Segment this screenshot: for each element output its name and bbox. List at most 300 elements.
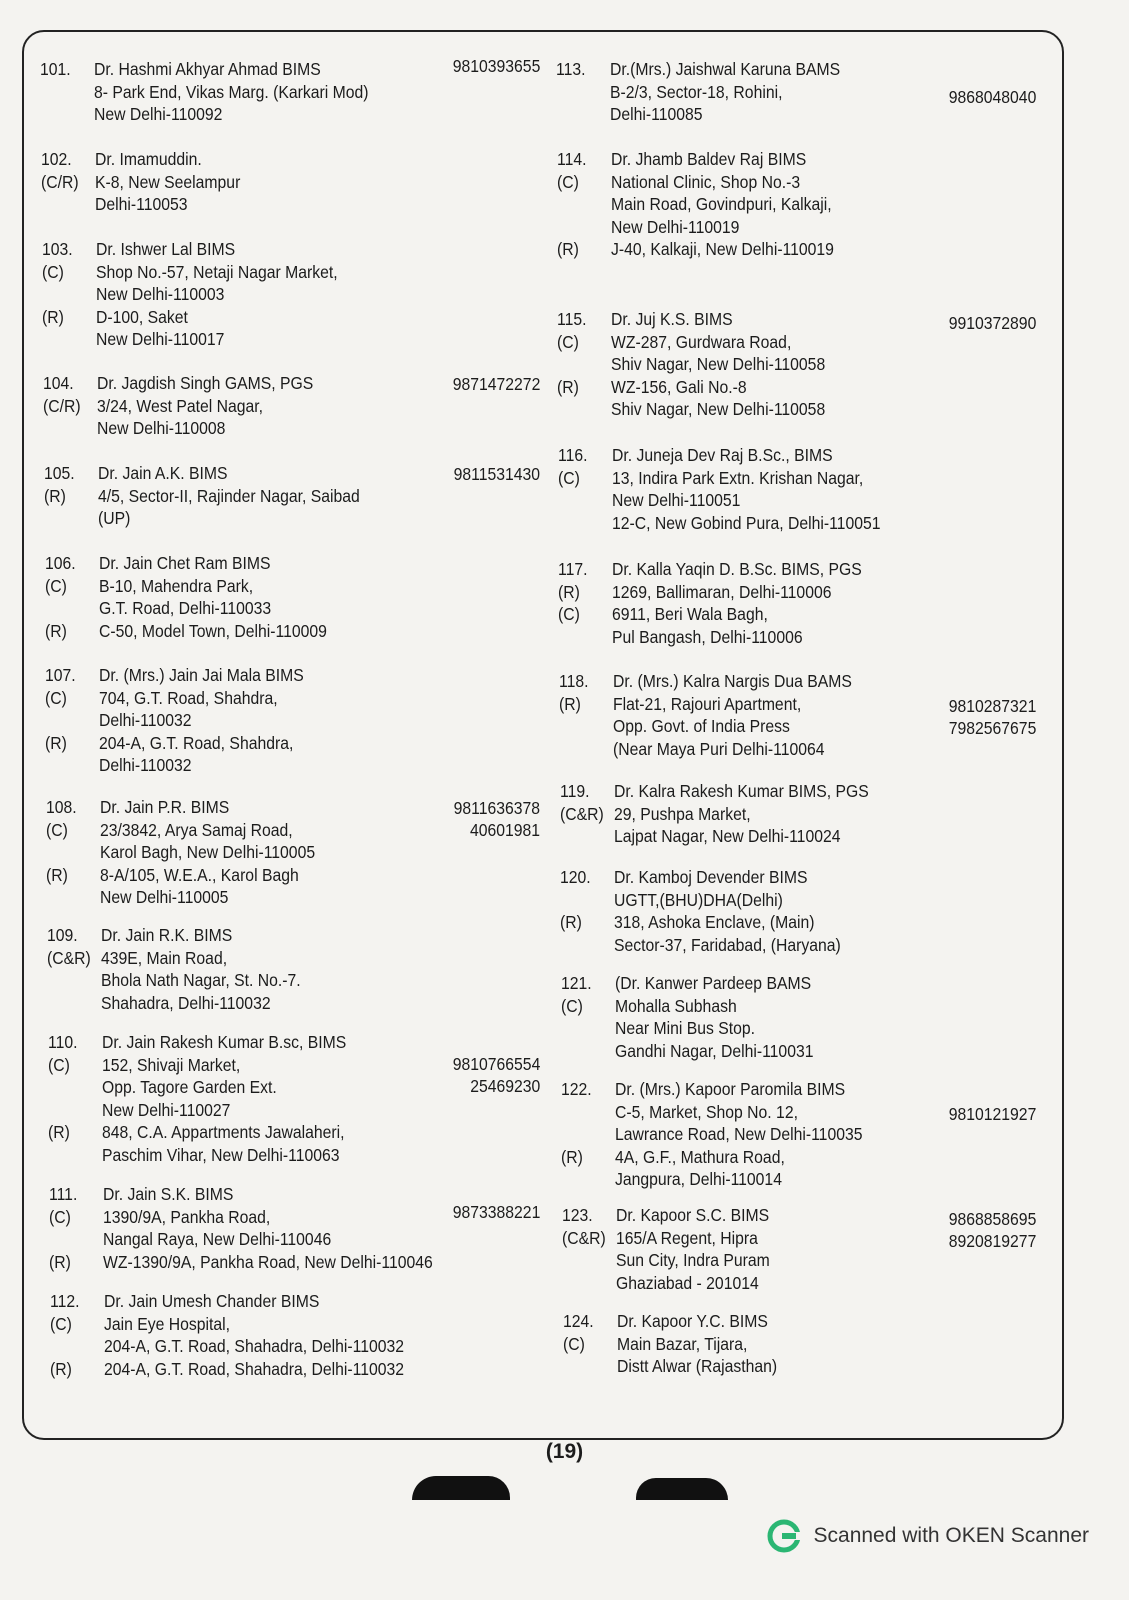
doctor-name: Dr. Jain Chet Ram BIMS <box>99 553 271 573</box>
entry-line <box>557 331 825 354</box>
address-type-code: (C) <box>557 171 579 192</box>
entry-line <box>562 1227 770 1250</box>
address-line: Jain Eye Hospital, <box>104 1313 231 1334</box>
entry-line <box>558 467 880 490</box>
address-line: Delhi-110032 <box>99 710 192 730</box>
doctor-name: Dr. (Mrs.) Jain Jai Mala BIMS <box>99 665 304 685</box>
address-type-code <box>561 1040 615 1063</box>
address-type-code: (R) <box>557 376 579 397</box>
directory-entry <box>556 58 840 126</box>
address-type-code: (C) <box>45 575 67 596</box>
entry-line <box>560 780 869 803</box>
entry-line <box>45 687 304 710</box>
entry-line <box>561 1168 862 1191</box>
entry-number: 124. <box>563 1311 594 1331</box>
address-line: 23/3842, Arya Samaj Road, <box>100 819 293 840</box>
address-type-code: (C) <box>45 687 67 708</box>
address-line: B-10, Mahendra Park, <box>99 575 254 596</box>
address-line: 4/5, Sector-II, Rajinder Nagar, Saibad <box>98 485 360 506</box>
address-line: Karol Bagh, New Delhi-110005 <box>100 842 316 862</box>
doctor-name: Dr. Juj K.S. BIMS <box>611 309 733 329</box>
address-line: 4A, G.F., Mathura Road, <box>615 1146 785 1167</box>
directory-entry <box>563 1310 777 1378</box>
address-type-code <box>556 103 610 126</box>
address-line: Sector-37, Faridabad, (Haryana) <box>614 934 841 955</box>
phone-numbers <box>452 55 540 77</box>
address-type-code: (C) <box>49 1206 71 1227</box>
entry-line <box>45 754 304 777</box>
directory-entry <box>560 866 841 956</box>
address-line: Delhi-110032 <box>99 755 192 775</box>
entry-line <box>558 558 862 581</box>
entry-line <box>561 1017 813 1040</box>
phone-number: 7982567675 <box>948 718 1036 738</box>
doctor-name: Dr. Kapoor Y.C. BIMS <box>617 1311 768 1331</box>
directory-entry <box>561 1078 862 1191</box>
address-type-code: (R) <box>557 239 579 259</box>
address-type-code <box>562 1249 616 1272</box>
entry-line <box>44 462 360 485</box>
entry-line <box>45 620 327 643</box>
directory-entry <box>41 148 240 216</box>
entry-line <box>44 485 360 508</box>
entry-number: 109. <box>47 925 78 945</box>
address-type-code: (R) <box>50 1358 72 1379</box>
address-type-code <box>49 1228 103 1251</box>
address-line: New Delhi-110051 <box>612 490 741 510</box>
doctor-name: Dr.(Mrs.) Jaishwal Karuna BAMS <box>610 59 841 79</box>
address-line: 29, Pushpa Market, <box>614 803 751 824</box>
address-line: New Delhi-110019 <box>611 216 740 237</box>
entry-line <box>42 238 338 261</box>
doctor-name: Dr. Jhamb Baldev Raj BIMS <box>611 149 807 169</box>
address-type-code: (R) <box>49 1251 71 1272</box>
entry-line <box>558 626 862 649</box>
doctor-name: Dr. Ishwer Lal BIMS <box>96 239 236 259</box>
address-line: 152, Shivaji Market, <box>102 1054 241 1075</box>
address-line: New Delhi-110017 <box>96 329 225 349</box>
entry-number: 116. <box>558 445 588 465</box>
entry-line <box>50 1335 404 1358</box>
entry-line <box>563 1310 777 1333</box>
doctor-name: Dr. Jain A.K. BIMS <box>98 463 228 483</box>
address-line: 8-A/105, W.E.A., Karol Bagh <box>100 864 299 885</box>
address-line: Shiv Nagar, New Delhi-110058 <box>611 399 826 419</box>
phone-number: 9868048040 <box>948 87 1036 107</box>
address-type-code <box>45 597 99 620</box>
entry-line <box>48 1076 346 1099</box>
phone-number: 9811531430 <box>453 464 540 484</box>
entry-line <box>46 796 315 819</box>
address-type-code <box>561 1101 615 1124</box>
address-type-code <box>557 193 611 216</box>
address-type-code: (C) <box>558 467 580 488</box>
address-type-code <box>558 489 612 512</box>
directory-entry <box>557 148 834 261</box>
entry-line <box>47 992 301 1015</box>
phone-numbers <box>948 695 1036 739</box>
entry-line <box>41 171 240 194</box>
address-line: 12-C, New Gobind Pura, Delhi-110051 <box>612 512 881 533</box>
address-line: Main Bazar, Tijara, <box>617 1333 748 1354</box>
entry-line <box>556 58 840 81</box>
directory-entry <box>49 1183 433 1273</box>
entry-line <box>50 1313 404 1336</box>
entry-line <box>563 1333 777 1356</box>
entry-line <box>50 1290 404 1313</box>
entry-line <box>46 886 315 909</box>
entry-number: 105. <box>44 463 75 483</box>
address-type-code: (C/R) <box>43 395 81 416</box>
directory-entry <box>44 462 360 530</box>
phone-numbers <box>452 1053 540 1097</box>
entry-line <box>559 670 852 693</box>
address-line: Delhi-110053 <box>95 194 188 214</box>
entry-number: 112. <box>50 1291 80 1311</box>
entry-number: 110. <box>48 1032 78 1052</box>
directory-entry <box>561 972 813 1062</box>
address-type-code <box>558 512 612 535</box>
address-line: 8- Park End, Vikas Marg. (Karkari Mod) <box>94 81 369 102</box>
phone-number: 9871472272 <box>452 374 540 394</box>
phone-numbers <box>454 797 540 841</box>
address-line: D-100, Saket <box>96 306 188 327</box>
address-type-code <box>557 216 611 239</box>
address-type-code <box>44 507 98 530</box>
address-type-code <box>560 825 614 848</box>
phone-number: 9810766554 <box>452 1054 540 1074</box>
address-line: 848, C.A. Appartments Jawalaheri, <box>102 1122 345 1142</box>
address-line: Bhola Nath Nagar, St. No.-7. <box>101 970 301 990</box>
entry-line <box>558 603 862 626</box>
phone-number: 9873388221 <box>452 1202 540 1222</box>
address-type-code <box>560 889 614 912</box>
entry-line <box>43 417 313 440</box>
address-type-code: (C) <box>557 331 579 352</box>
address-line: 13, Indira Park Extn. Krishan Nagar, <box>612 467 864 488</box>
address-line: New Delhi-110027 <box>102 1099 231 1120</box>
phone-numbers <box>948 86 1036 108</box>
doctor-name: Dr. Jain P.R. BIMS <box>100 797 230 817</box>
address-type-code <box>561 1123 615 1146</box>
address-type-code <box>48 1144 102 1167</box>
directory-entry <box>559 670 852 760</box>
address-line: Opp. Tagore Garden Ext. <box>102 1077 277 1097</box>
address-type-code: (R) <box>45 620 67 641</box>
oken-scanner-logo-icon <box>766 1518 802 1554</box>
scanner-label: Scanned with OKEN Scanner <box>813 1524 1089 1547</box>
phone-number: 25469230 <box>469 1076 540 1096</box>
entry-number: 115. <box>557 309 587 329</box>
scanner-watermark <box>766 1518 1089 1554</box>
directory-entry <box>558 444 880 534</box>
entry-line <box>40 58 369 81</box>
doctor-name: Dr. Hashmi Akhyar Ahmad BIMS <box>94 59 321 79</box>
phone-numbers <box>452 373 540 395</box>
phone-number: 9810287321 <box>948 696 1036 716</box>
address-line: New Delhi-110092 <box>94 104 223 124</box>
entry-line <box>557 398 825 421</box>
address-type-code <box>41 193 95 216</box>
entry-line <box>561 1078 862 1101</box>
directory-entry <box>43 372 313 440</box>
address-line: Main Road, Govindpuri, Kalkaji, <box>611 194 832 214</box>
phone-number: 9810393655 <box>452 56 540 76</box>
entry-line <box>561 1101 862 1124</box>
phone-number: 9868858695 <box>948 1209 1036 1229</box>
entry-line <box>43 395 313 418</box>
doctor-name: Dr. Imamuddin. <box>95 149 202 169</box>
entry-line <box>557 193 834 216</box>
entry-number: 123. <box>562 1205 593 1225</box>
entry-line <box>562 1204 770 1227</box>
address-line: 704, G.T. Road, Shahdra, <box>99 687 278 708</box>
address-type-code <box>559 738 613 761</box>
address-type-code <box>563 1355 617 1378</box>
address-line: 6911, Beri Wala Bagh, <box>612 604 768 624</box>
entry-line <box>557 308 825 331</box>
entry-number: 117. <box>558 559 588 579</box>
address-type-code: (C) <box>563 1333 585 1354</box>
address-line: Near Mini Bus Stop. <box>615 1018 756 1038</box>
entry-line <box>561 1123 862 1146</box>
address-type-code: (C) <box>561 995 583 1016</box>
entry-line <box>47 947 301 970</box>
address-type-code: (R) <box>44 485 66 506</box>
directory-entry <box>48 1031 346 1166</box>
entry-line <box>48 1144 346 1167</box>
address-line: Delhi-110085 <box>610 104 703 124</box>
entry-line <box>559 693 852 716</box>
directory-entry <box>558 558 862 648</box>
entry-line <box>557 376 825 399</box>
address-line: Shahadra, Delhi-110032 <box>101 992 271 1013</box>
address-type-code: (C/R) <box>41 171 79 192</box>
address-line: Gandhi Nagar, Delhi-110031 <box>615 1040 814 1061</box>
entry-line <box>49 1228 433 1251</box>
entry-number: 121. <box>561 973 592 993</box>
doctor-name: Dr. Jain R.K. BIMS <box>101 925 233 945</box>
address-line: 3/24, West Patel Nagar, <box>97 395 264 416</box>
phone-number: 9910372890 <box>948 313 1036 333</box>
phone-number: 40601981 <box>469 820 540 840</box>
address-type-code <box>556 81 610 104</box>
address-line: 204-A, G.T. Road, Shahadra, Delhi-110032 <box>104 1358 405 1379</box>
entry-line <box>563 1355 777 1378</box>
address-line: Lajpat Nagar, New Delhi-110024 <box>614 826 841 846</box>
address-line: New Delhi-110005 <box>100 887 229 907</box>
entry-line <box>42 328 338 351</box>
directory-entry <box>46 796 315 909</box>
doctor-name: Dr. Jain Umesh Chander BIMS <box>104 1291 320 1311</box>
entry-line <box>42 306 338 329</box>
entry-line <box>559 738 852 761</box>
address-type-code: (C) <box>48 1054 70 1075</box>
entry-line <box>557 353 825 376</box>
address-line: National Clinic, Shop No.-3 <box>611 171 801 192</box>
entry-line <box>49 1251 433 1274</box>
entry-line <box>44 507 360 530</box>
address-type-code <box>46 886 100 909</box>
doctor-name: Dr. Kamboj Devender BIMS <box>614 867 808 887</box>
address-line: 204-A, G.T. Road, Shahdra, <box>99 732 294 753</box>
address-type-code: (R) <box>45 732 67 753</box>
address-type-code: (R) <box>559 693 581 714</box>
address-line: (UP) <box>98 508 131 528</box>
entry-line <box>561 972 813 995</box>
directory-entry <box>45 552 327 642</box>
address-line: G.T. Road, Delhi-110033 <box>99 598 272 618</box>
address-line: 1269, Ballimaran, Delhi-110006 <box>612 581 832 602</box>
entry-line <box>560 911 841 934</box>
address-line: WZ-156, Gali No.-8 <box>611 376 747 397</box>
address-line: 165/A Regent, Hipra <box>616 1227 758 1248</box>
entry-number: 122. <box>561 1079 592 1099</box>
entry-number: 111. <box>49 1184 78 1204</box>
entry-line <box>48 1054 346 1077</box>
address-type-code <box>560 934 614 957</box>
address-line: Nangal Raya, New Delhi-110046 <box>103 1229 332 1249</box>
directory-entry <box>50 1290 404 1380</box>
address-line: Ghaziabad - 201014 <box>616 1272 759 1293</box>
entry-line <box>45 575 327 598</box>
entry-line <box>560 934 841 957</box>
address-type-code <box>45 709 99 732</box>
directory-entry <box>40 58 369 126</box>
address-type-code: (R) <box>48 1122 70 1142</box>
doctor-name: Dr. (Mrs.) Kapoor Paromila BIMS <box>615 1079 846 1099</box>
entry-line <box>42 283 338 306</box>
address-line: C-50, Model Town, Delhi-110009 <box>99 620 327 641</box>
address-type-code <box>557 398 611 421</box>
address-type-code: (R) <box>561 1146 583 1167</box>
address-type-code <box>561 1168 615 1191</box>
address-type-code: (C) <box>42 261 64 282</box>
entry-line <box>50 1358 404 1381</box>
address-line: UGTT,(BHU)DHA(Delhi) <box>614 889 783 910</box>
entry-line <box>45 709 304 732</box>
doctor-name: Dr. (Mrs.) Kalra Nargis Dua BAMS <box>613 671 852 691</box>
entry-number: 118. <box>559 671 589 691</box>
address-line: K-8, New Seelampur <box>95 171 241 192</box>
address-line: WZ-1390/9A, Pankha Road, New Delhi-110046 <box>103 1251 433 1272</box>
address-line: New Delhi-110003 <box>96 284 225 304</box>
address-line: Opp. Govt. of India Press <box>613 716 790 736</box>
entry-number: 119. <box>560 781 590 801</box>
directory-entry <box>560 780 869 848</box>
entry-line <box>40 103 369 126</box>
scan-shadow-right <box>636 1478 728 1500</box>
entry-line <box>556 81 840 104</box>
address-line: WZ-287, Gurdwara Road, <box>611 331 792 352</box>
entry-line <box>45 597 327 620</box>
phone-number: 9810121927 <box>948 1104 1036 1124</box>
entry-line <box>47 969 301 992</box>
entry-number: 108. <box>46 797 77 817</box>
entry-line <box>45 732 304 755</box>
address-line: Distt Alwar (Rajasthan) <box>617 1356 778 1376</box>
entry-line <box>558 489 880 512</box>
address-line: Shop No.-57, Netaji Nagar Market, <box>96 261 338 282</box>
entry-line <box>48 1099 346 1122</box>
entry-line <box>556 103 840 126</box>
address-type-code <box>40 81 94 104</box>
entry-line <box>562 1272 770 1295</box>
address-line: Mohalla Subhash <box>615 995 737 1016</box>
address-line: 439E, Main Road, <box>101 947 228 968</box>
address-line: Jangpura, Delhi-110014 <box>615 1169 782 1189</box>
entry-line <box>559 715 852 738</box>
address-type-code <box>45 754 99 777</box>
address-type-code <box>43 417 97 440</box>
address-type-code <box>559 715 613 738</box>
entry-number: 101. <box>40 59 71 79</box>
entry-number: 114. <box>557 149 587 169</box>
entry-line <box>557 238 834 261</box>
doctor-name: Dr. Jain Rakesh Kumar B.sc, BIMS <box>102 1032 347 1052</box>
address-type-code: (R) <box>42 306 64 327</box>
entry-line <box>42 261 338 284</box>
address-line: (Near Maya Puri Delhi-110064 <box>613 738 825 759</box>
entry-line <box>557 148 834 171</box>
address-type-code <box>562 1272 616 1295</box>
scan-shadow-left <box>412 1476 510 1500</box>
address-type-code <box>561 1017 615 1040</box>
doctor-name: Dr. Juneja Dev Raj B.Sc., BIMS <box>612 445 833 465</box>
address-type-code <box>48 1076 102 1099</box>
address-line: B-2/3, Sector-18, Rohini, <box>610 81 783 102</box>
directory-entry <box>47 924 301 1014</box>
address-type-code: (C&R) <box>560 803 604 824</box>
entry-line <box>48 1121 346 1144</box>
address-type-code <box>50 1335 104 1358</box>
address-type-code <box>42 328 96 351</box>
directory-entry <box>557 308 825 421</box>
doctor-name: Dr. Kalla Yaqin D. B.Sc. BIMS, PGS <box>612 559 862 579</box>
directory-entry <box>42 238 338 351</box>
address-line: 204-A, G.T. Road, Shahadra, Delhi-110032 <box>104 1336 405 1356</box>
entry-line <box>46 819 315 842</box>
entry-number: 103. <box>42 239 73 259</box>
address-line: Lawrance Road, New Delhi-110035 <box>615 1124 863 1144</box>
phone-number: 8920819277 <box>948 1231 1036 1251</box>
entry-line <box>41 148 240 171</box>
entry-line <box>561 1040 813 1063</box>
address-type-code <box>558 626 612 649</box>
entry-line <box>41 193 240 216</box>
address-type-code <box>46 841 100 864</box>
entry-line <box>560 803 869 826</box>
entry-line <box>557 216 834 239</box>
address-type-code <box>48 1099 102 1122</box>
address-line: J-40, Kalkaji, New Delhi-110019 <box>611 239 834 259</box>
doctor-name: Dr. Kalra Rakesh Kumar BIMS, PGS <box>614 781 869 801</box>
entry-line <box>562 1249 770 1272</box>
address-type-code: (C) <box>558 604 580 624</box>
entry-line <box>560 866 841 889</box>
doctor-name: Dr. Jagdish Singh GAMS, PGS <box>97 373 314 393</box>
directory-entry <box>45 664 304 777</box>
entry-line <box>43 372 313 395</box>
entry-line <box>561 1146 862 1169</box>
address-type-code: (R) <box>558 581 580 602</box>
entry-line <box>45 664 304 687</box>
doctor-name: Dr. Kapoor S.C. BIMS <box>616 1205 770 1225</box>
entry-line <box>560 889 841 912</box>
entry-line <box>48 1031 346 1054</box>
address-line: Shiv Nagar, New Delhi-110058 <box>611 354 826 374</box>
phone-numbers <box>452 1201 540 1223</box>
